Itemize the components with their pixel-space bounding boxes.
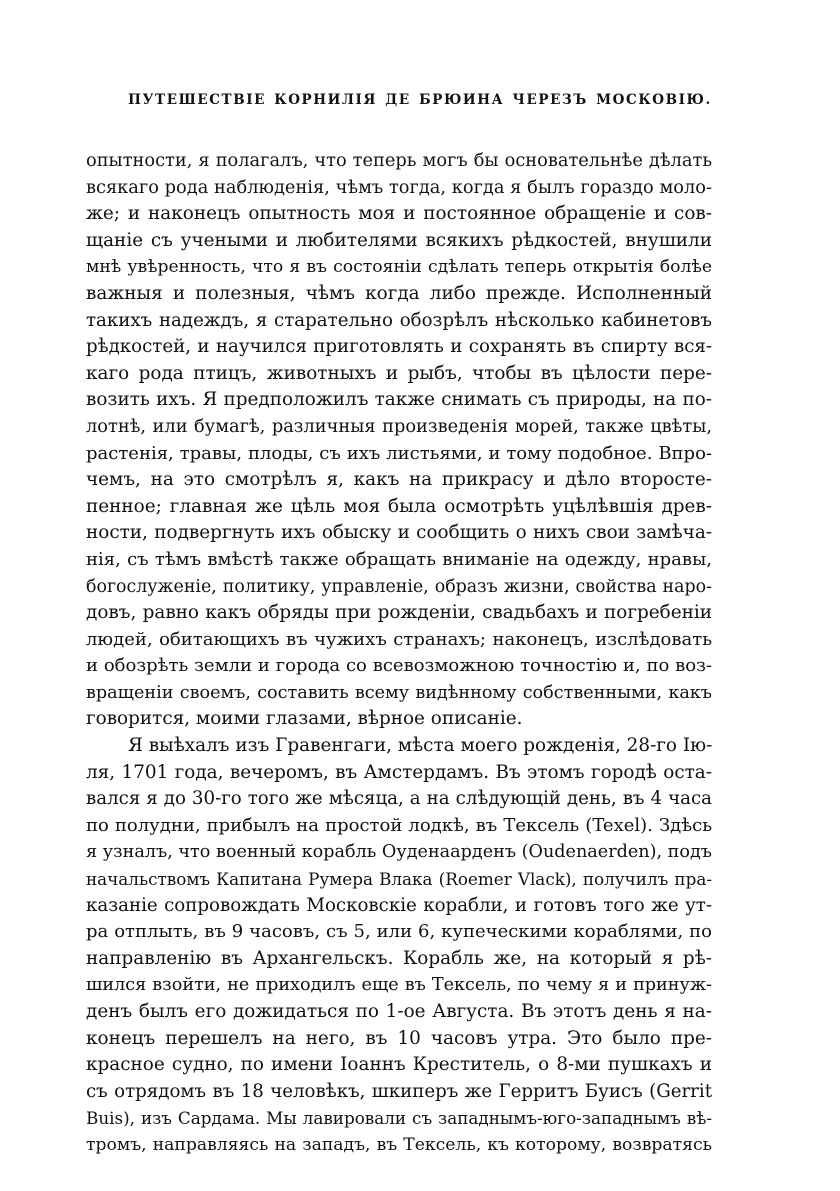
text-line: каго рода птицъ, животныхъ и рыбъ, чтобы въ цѣлости пере- [86,362,712,384]
text-line: чемъ, на это смотрѣлъ я, какъ на прикрасу и дѣло второсте- [86,469,712,491]
text-line: такихъ надеждъ, я старательно обозрѣлъ нѣсколько кабинетовъ [86,309,712,331]
text-line: мнѣ увѣренность, что я въ состояніи сдѣлать теперь открытія болѣе [86,257,712,278]
text-line: казаніе сопровождать Московскіе корабли, и готовъ того же ут- [86,894,712,916]
text-line: важныя и полезныя, чѣмъ когда либо прежде. Исполненный [86,282,712,304]
text-line: ности, подвергнуть ихъ обыску и сообщить о нихъ свои замѣча- [86,522,712,544]
text-line: людей, обитающихъ въ чужихъ странахъ; наконецъ, изслѣдовать [86,628,712,650]
text-line: тромъ, направляясь на западъ, въ Тексель, къ которому, возвратясь [86,1134,712,1155]
text-line: всякаго рода наблюденія, чѣмъ тогда, когда я былъ гораздо моло- [86,176,712,198]
text-line: и обозрѣть земли и города со всевозможною точностію и, по воз- [86,655,712,677]
text-line: возить ихъ. Я предположилъ также снимать съ природы, на по- [86,389,712,411]
text-line: нія, съ тѣмъ вмѣстѣ также обращать вниманіе на одежду, нравы, [86,548,712,570]
text-line: съ отрядомъ въ 18 человѣкъ, шкиперъ же Герритъ Буисъ (Gerrit [86,1080,712,1102]
text-line: щаніе съ учеными и любителями всякихъ рѣдкостей, внушили [86,229,712,251]
text-line: шился взойти, не приходилъ еще въ Тексель, по чему я и принуж- [86,975,712,996]
text-line: говорится, моими глазами, вѣрное описаніе. [86,708,523,730]
text-line: Я выѣхалъ изъ Гравенгаги, мѣста моего рожденія, 28-го Ію- [128,735,712,757]
text-line: ра отплыть, въ 9 часовъ, съ 5, или 6, купеческими кораблями, по [86,921,712,943]
text-line: богослуженіе, политику, управленіе, образъ жизни, свойства наро- [86,576,712,597]
text-line: пенное; главная же цѣль моя была осмотрѣть уцѣлѣвшія древ- [86,495,712,517]
text-line: довъ, равно какъ обряды при рожденіи, свадьбахъ и погребеніи [86,602,712,624]
text-line: красное судно, по имени Іоаннъ Креститель, о 8-ми пушкахъ и [86,1054,712,1076]
page-body [86,148,712,1159]
paragraph [86,733,712,1159]
text-line: Buis), изъ Сардама. Мы лавировали съ западнымъ-юго-западнымъ вѣ- [86,1108,712,1129]
paragraph [86,148,712,733]
text-line: опытности, я полагалъ, что теперь могъ бы основательнѣе дѣлать [86,150,712,171]
text-line: рѣдкостей, и научился приготовлять и сохранять въ спирту вся- [86,336,712,358]
text-line: лотнѣ, или бумагѣ, различныя произведенія морей, также цвѣты, [86,415,712,437]
text-line: направленію въ Архангельскъ. Корабль же, на который я рѣ- [86,947,712,969]
text-line: растенія, травы, плоды, съ ихъ листьями, и тому подобное. Впро- [86,442,712,464]
text-line: же; и наконецъ опытность моя и постоянное обращеніе и сов- [86,203,712,225]
text-line: вался я до 30-го того же мѣсяца, а на слѣдующій день, въ 4 часа [86,788,712,810]
text-line: вращеніи своемъ, составить всему видѣнному собственными, какъ [86,682,712,703]
text-line: конецъ перешелъ на него, въ 10 часовъ утра. Это было пре- [86,1027,712,1049]
text-line: по полудни, прибылъ на простой лодкѣ, въ Тексель (Texel). Здѣсь [86,814,712,836]
text-line: я узналъ, что военный корабль Оуденаарденъ (Oudenaerden), подъ [86,842,712,863]
text-line: ля, 1701 года, вечеромъ, въ Амстердамъ. Въ этомъ городѣ оста- [86,761,712,783]
text-line: начальствомъ Капитана Румера Влака (Roemer Vlack), получилъ пра- [86,869,712,890]
running-title: ПУТЕШЕСТВІЕ КОРНИЛІЯ ДЕ БРЮИНА ЧЕРЕЗЪ МОСКОВІЮ. [128,92,712,108]
text-line: денъ былъ его дожидаться по 1-ое Августа. Въ этотъ день я на- [86,1001,712,1022]
